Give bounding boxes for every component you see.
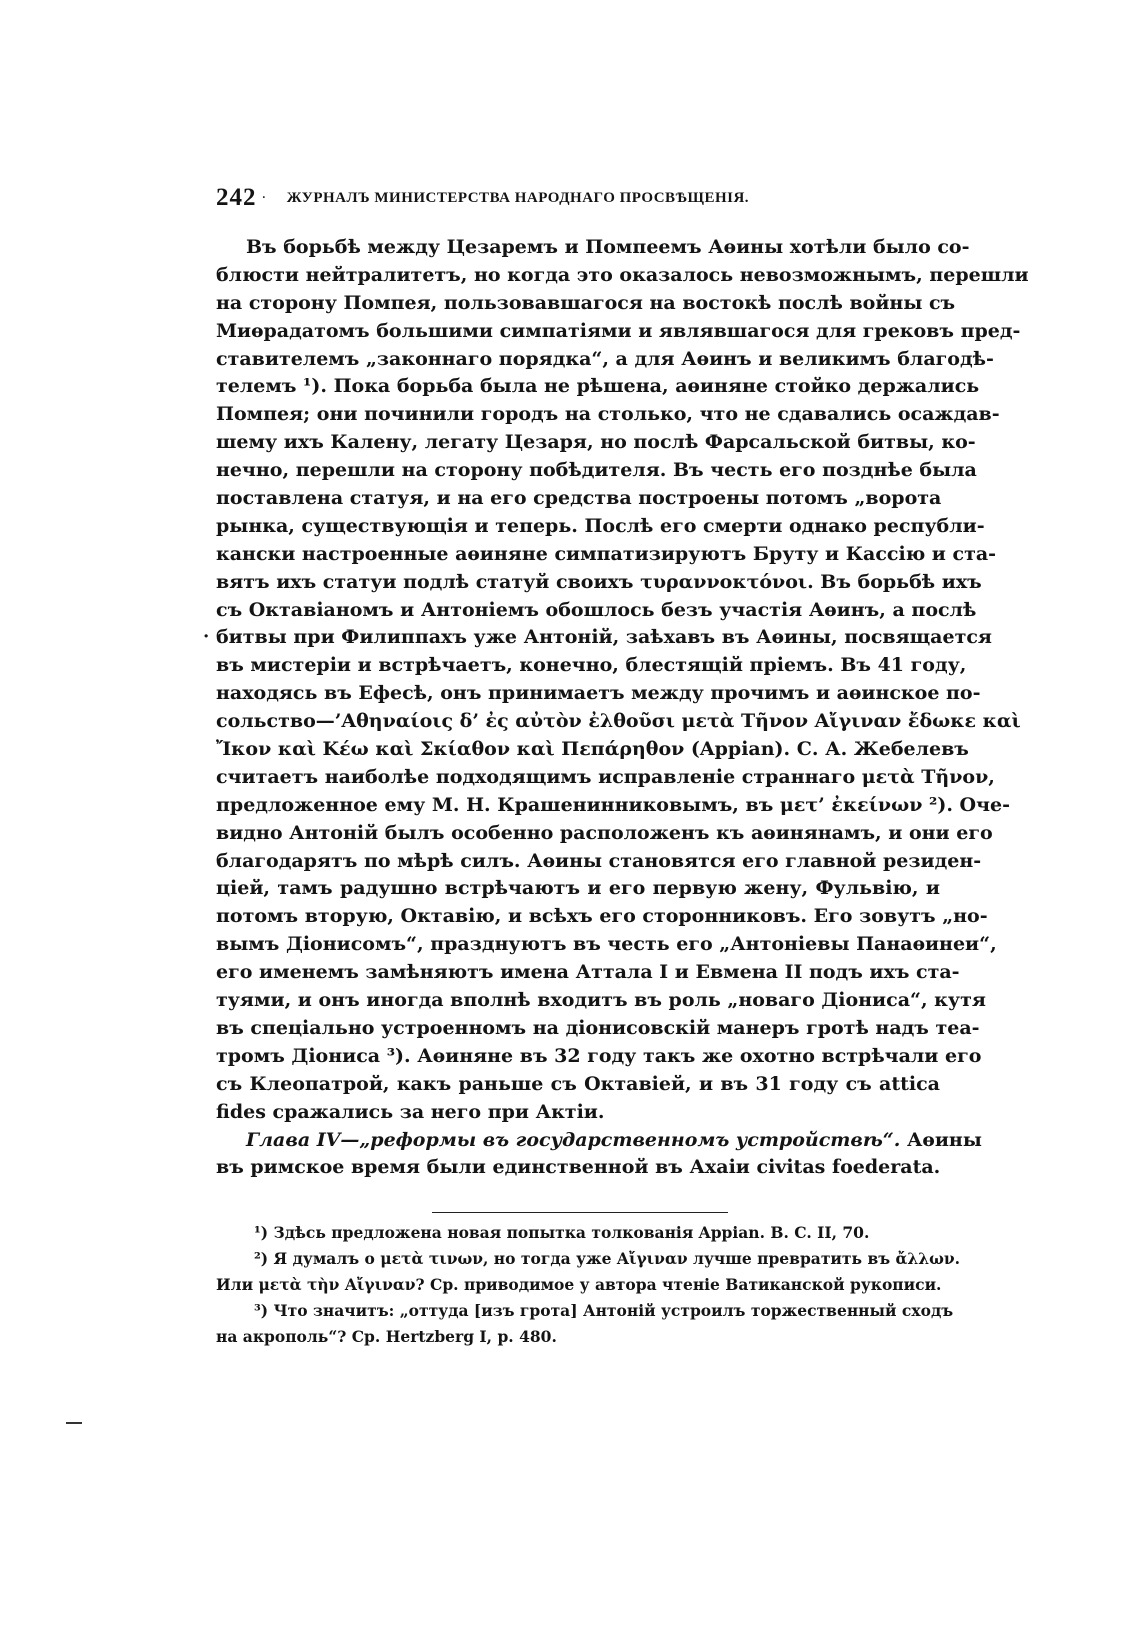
text-line: потомъ вторую, Октавію, и всѣхъ его сторонниковъ. Его зовутъ „но- bbox=[216, 905, 988, 928]
text-line: предложенное ему М. Н. Крашенинниковымъ, въ μετ’ ἐκείνων ²). Оче- bbox=[216, 793, 1010, 816]
footnotes bbox=[216, 1220, 961, 1350]
text-line: нечно, перешли на сторону побѣдителя. Въ честь его позднѣе была bbox=[216, 459, 977, 482]
text-line: видно Антоній былъ особенно расположенъ къ аѳинянамъ, и они его bbox=[216, 821, 993, 844]
text-line: туями, и онъ иногда вполнѣ входитъ въ роль „новаго Діониса“, кутя bbox=[216, 989, 986, 1012]
text-line: находясь въ Ефесѣ, онъ принимаетъ между прочимъ и аѳинское по- bbox=[216, 682, 981, 705]
text-line: шему ихъ Калену, легату Цезаря, но послѣ Фарсальской битвы, ко- bbox=[216, 431, 976, 454]
text-line: битвы при Филиппахъ уже Антоній, заѣхавъ въ Аѳины, посвящается bbox=[216, 626, 992, 649]
text-line: съ Клеопатрой, какъ раньше съ Октавіей, и въ 31 году съ attica bbox=[216, 1072, 940, 1095]
body-text bbox=[216, 234, 1029, 1182]
running-head bbox=[216, 184, 940, 216]
text-line: блюсти нейтралитетъ, но когда это оказалось невозможнымъ, перешли bbox=[216, 263, 1029, 286]
text-line: его именемъ замѣняютъ имена Аттала I и Евмена II подъ ихъ ста- bbox=[216, 961, 960, 984]
scan-mark bbox=[66, 1422, 82, 1424]
footnote-divider bbox=[432, 1212, 728, 1213]
page-number: 242 bbox=[216, 184, 257, 211]
text-line: сольство—’Αθηναίοις δ’ ἐς αὐτὸν ἐλθοῦσι μετὰ Τῆνον Αἴγιναν ἔδωκε καὶ bbox=[216, 710, 1021, 733]
text-line: Помпея; они починили городъ на столько, что не сдавались осаждав- bbox=[216, 403, 1000, 426]
text-line: ціей, тамъ радушно встрѣчаютъ и его первую жену, Фульвію, и bbox=[216, 877, 940, 900]
footnote-line: ¹) Здѣсь предложена новая попытка толкованія Appian. B. C. II, 70. bbox=[254, 1223, 870, 1242]
chapter-heading: Глава IV—„реформы въ государственномъ устройствѣ“. bbox=[246, 1128, 901, 1151]
text-line: рынка, существующія и теперь. Послѣ его смерти однако республи- bbox=[216, 514, 985, 537]
text-line: вятъ ихъ статуи подлѣ статуй своихъ τυραννοκτόνοι. Въ борьбѣ ихъ bbox=[216, 570, 982, 593]
head-separator: · bbox=[261, 190, 267, 206]
text-line: на сторону Помпея, пользовавшагося на востокѣ послѣ войны съ bbox=[216, 291, 956, 314]
text-line: кански настроенные аѳиняне симпатизируютъ Бруту и Кассію и ста- bbox=[216, 542, 997, 565]
margin-mark: · bbox=[203, 626, 210, 647]
text-line: ставителемъ „законнаго порядка“, а для Аѳинъ и великимъ благодѣ- bbox=[216, 347, 994, 370]
text-line: въ спеціально устроенномъ на діонисовскій манеръ гротѣ надъ теа- bbox=[216, 1016, 980, 1039]
text-line: въ мистеріи и встрѣчаетъ, конечно, блестящій пріемъ. Въ 41 году, bbox=[216, 654, 967, 677]
text-line: Миѳрадатомъ большими симпатіями и являвшагося для грековъ пред- bbox=[216, 319, 1021, 342]
text-line: Ἴκον καὶ Κέω καὶ Σκίαθον καὶ Πεπάρηθον (Appian). С. А. Жебелевъ bbox=[216, 738, 969, 761]
text-line: считаетъ наиболѣе подходящимъ исправленіе страннаго μετὰ Τῆνον, bbox=[216, 765, 995, 788]
text-line: Въ борьбѣ между Цезаремъ и Помпеемъ Аѳины хотѣли было со- bbox=[246, 236, 970, 258]
chapter-line-rest: Аѳины bbox=[900, 1128, 982, 1151]
footnote-line: на акрополь“? Ср. Hertzberg I, p. 480. bbox=[216, 1327, 557, 1346]
text-line: въ римское время были единственной въ Ахаіи civitas foederata. bbox=[216, 1156, 941, 1179]
text-line: телемъ ¹). Пока борьба была не рѣшена, аѳиняне стойко держались bbox=[216, 375, 980, 398]
text-line: fides сражались за него при Актіи. bbox=[216, 1100, 605, 1123]
text-line: благодарятъ по мѣрѣ силъ. Аѳины становятся его главной резиден- bbox=[216, 849, 982, 872]
text-line: поставлена статуя, и на его средства построены потомъ „ворота bbox=[216, 487, 942, 510]
text-line: съ Октавіаномъ и Антоніемъ обошлось безъ участія Аѳинъ, а послѣ bbox=[216, 598, 977, 621]
text-line: вымъ Діонисомъ“, празднуютъ въ честь его „Антоніевы Панаѳинеи“, bbox=[216, 933, 997, 956]
footnote-line: ²) Я думалъ о μετὰ τινων, но тогда уже Αἴγιναν лучше превратить въ ἄλλων. bbox=[254, 1249, 961, 1268]
chapter-line bbox=[216, 1127, 982, 1155]
footnote-line: Или μετὰ τὴν Αἴγιναν? Ср. приводимое у автора чтеніе Ватиканской рукописи. bbox=[216, 1275, 942, 1294]
footnote-line: ³) Что значитъ: „оттуда [изъ грота] Антоній устроилъ торжественный сходъ bbox=[254, 1301, 954, 1320]
journal-title: ЖУРНАЛЪ МИНИСТЕРСТВА НАРОДНАГО ПРОСВѢЩЕНІЯ. bbox=[286, 189, 750, 206]
text-line: тромъ Діониса ³). Аѳиняне въ 32 году такъ же охотно встрѣчали его bbox=[216, 1044, 982, 1067]
